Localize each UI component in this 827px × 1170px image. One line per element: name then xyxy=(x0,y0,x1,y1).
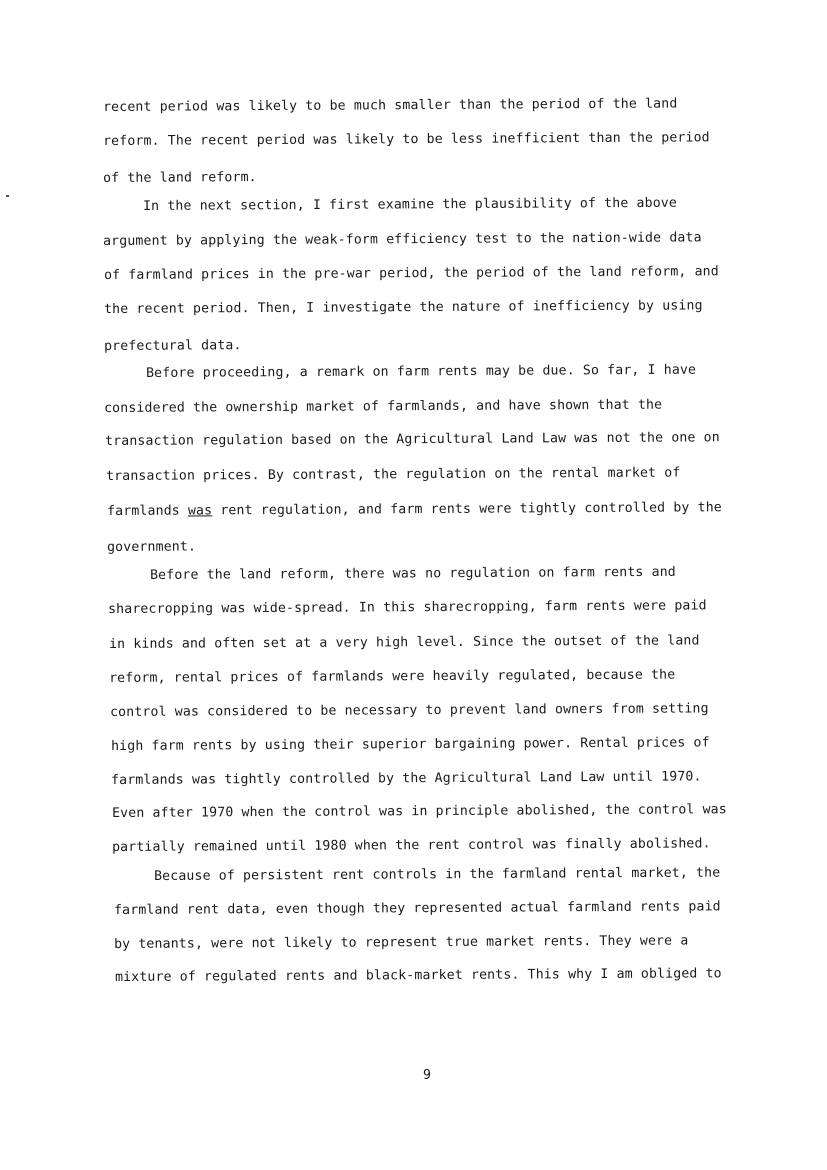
text-line xyxy=(107,500,722,520)
text-line: of the land reform. xyxy=(103,170,257,186)
text-line: Because of persistent rent controls in the farmland rental market, the xyxy=(154,865,721,884)
text-line: transaction regulation based on the Agricultural Land Law was not the one on xyxy=(105,430,720,449)
text-line: reform. The recent period was likely to be less inefficient than the period xyxy=(103,130,710,149)
text-line: government. xyxy=(107,539,197,555)
text-line: partially remained until 1980 when the rent control was finally abolished. xyxy=(112,836,711,855)
text-segment: rent regulation, and farm rents were tightly controlled by the xyxy=(212,500,722,519)
text-line: recent period was likely to be much smaller than the period of the land xyxy=(103,96,678,115)
text-segment: farmlands xyxy=(107,503,188,519)
text-line: farmlands was tightly controlled by the Agricultural Land Law until 1970. xyxy=(111,769,702,788)
text-line: Even after 1970 when the control was in principle abolished, the control was xyxy=(112,802,727,821)
text-line: considered the ownership market of farmlands, and have shown that the xyxy=(104,397,663,416)
text-line: Before proceeding, a remark on farm rents may be due. So far, I have xyxy=(146,362,697,381)
text-line: control was considered to be necessary to prevent land owners from setting xyxy=(110,701,709,720)
text-line: In the next section, I first examine the plausibility of the above xyxy=(143,195,678,214)
emphasized-word: was xyxy=(187,503,213,519)
text-line: sharecropping was wide-spread. In this sharecropping, farm rents were paid xyxy=(108,598,707,617)
text-line: of farmland prices in the pre-war period, the period of the land reform, and xyxy=(104,264,719,283)
text-line: mixture of regulated rents and black-market rents. This why I am obliged to xyxy=(115,966,722,985)
text-line: argument by applying the weak-form efficiency test to the nation-wide data xyxy=(103,230,702,249)
scan-mark xyxy=(6,195,9,197)
text-line: reform, rental prices of farmlands were heavily regulated, because the xyxy=(109,667,676,686)
page-number: 9 xyxy=(423,1068,431,1083)
text-line: farmland rent data, even though they represented actual farmland rents paid xyxy=(114,899,721,918)
text-line: Before the land reform, there was no regulation on farm rents and xyxy=(150,564,676,583)
text-line: prefectural data. xyxy=(104,338,242,354)
text-line: by tenants, were not likely to represent true market rents. They were a xyxy=(114,933,689,952)
text-line: in kinds and often set at a very high level. Since the outset of the land xyxy=(109,633,700,652)
text-line: the recent period. Then, I investigate the nature of inefficiency by using xyxy=(104,298,703,317)
text-line: high farm rents by using their superior bargaining power. Rental prices of xyxy=(111,735,710,754)
text-line: transaction prices. By contrast, the regulation on the rental market of xyxy=(106,465,681,484)
